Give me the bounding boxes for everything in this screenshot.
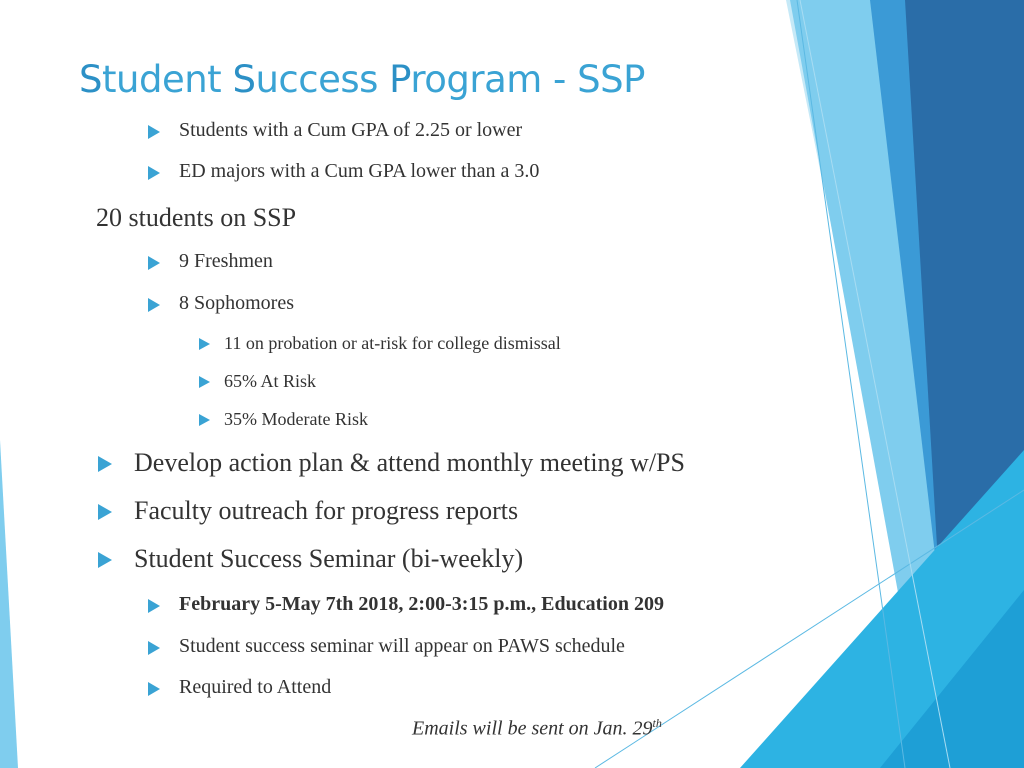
bullet-text: 8 Sophomores	[179, 292, 294, 314]
bullet-arrow-icon	[148, 641, 160, 655]
bullet-text: 9 Freshmen	[179, 250, 273, 272]
bullet-text: 35% Moderate Risk	[224, 409, 368, 429]
bullet-item	[224, 333, 561, 354]
bullet-arrow-icon	[148, 166, 160, 180]
bullet-arrow-icon	[148, 682, 160, 696]
bullet-text: Student Success Seminar (bi-weekly)	[134, 544, 524, 573]
title-part: rogram - SSP	[410, 58, 645, 101]
bullet-text: Required to Attend	[179, 676, 332, 698]
bullet-item	[179, 160, 539, 183]
bullet-item	[224, 371, 316, 392]
bullet-arrow-icon	[148, 599, 160, 613]
bullet-text: 11 on probation or at-risk for college dismissal	[224, 333, 561, 353]
bullet-arrow-icon	[148, 298, 160, 312]
bullet-item	[179, 119, 522, 142]
bullet-arrow-icon	[98, 504, 112, 520]
bullet-text: February 5-May 7th 2018, 2:00-3:15 p.m., Education 209	[179, 593, 664, 615]
heading-text: 20 students on SSP	[96, 203, 297, 232]
bullet-text: Develop action plan & attend monthly meeting w/PS	[134, 448, 685, 477]
bullet-item	[179, 292, 294, 315]
title-part: tudent	[102, 58, 233, 101]
bullet-arrow-icon	[199, 414, 210, 426]
emails-note-text: Emails will be sent on Jan. 29	[412, 717, 653, 740]
bullet-item	[134, 496, 518, 526]
left-shard	[0, 440, 18, 768]
bullet-text: Faculty outreach for progress reports	[134, 496, 519, 525]
bullet-text: Students with a Cum GPA of 2.25 or lower	[179, 119, 523, 141]
bullet-arrow-icon	[98, 456, 112, 472]
bullet-item	[179, 593, 664, 616]
bullet-text: Student success seminar will appear on PAWS schedule	[179, 635, 625, 657]
bullet-text: 65% At Risk	[224, 371, 317, 391]
bullet-arrow-icon	[98, 552, 112, 568]
title-part: uccess	[255, 58, 390, 101]
bullet-arrow-icon	[148, 256, 160, 270]
bullet-arrow-icon	[199, 376, 210, 388]
bullet-text: ED majors with a Cum GPA lower than a 3.0	[179, 160, 540, 182]
bullet-arrow-icon	[199, 338, 210, 350]
emails-note	[412, 716, 662, 741]
slide-title	[79, 58, 645, 101]
bullet-item	[179, 250, 273, 273]
count-heading	[96, 203, 296, 233]
bullet-item	[179, 676, 331, 699]
bullet-item	[134, 448, 685, 478]
bullet-item	[134, 544, 523, 574]
bullet-item	[224, 409, 368, 430]
title-part: S	[232, 58, 256, 101]
bullet-arrow-icon	[148, 125, 160, 139]
title-part: P	[389, 58, 411, 101]
bullet-item	[179, 635, 625, 658]
emails-note-suffix: th	[652, 716, 662, 730]
title-part: S	[79, 58, 102, 101]
